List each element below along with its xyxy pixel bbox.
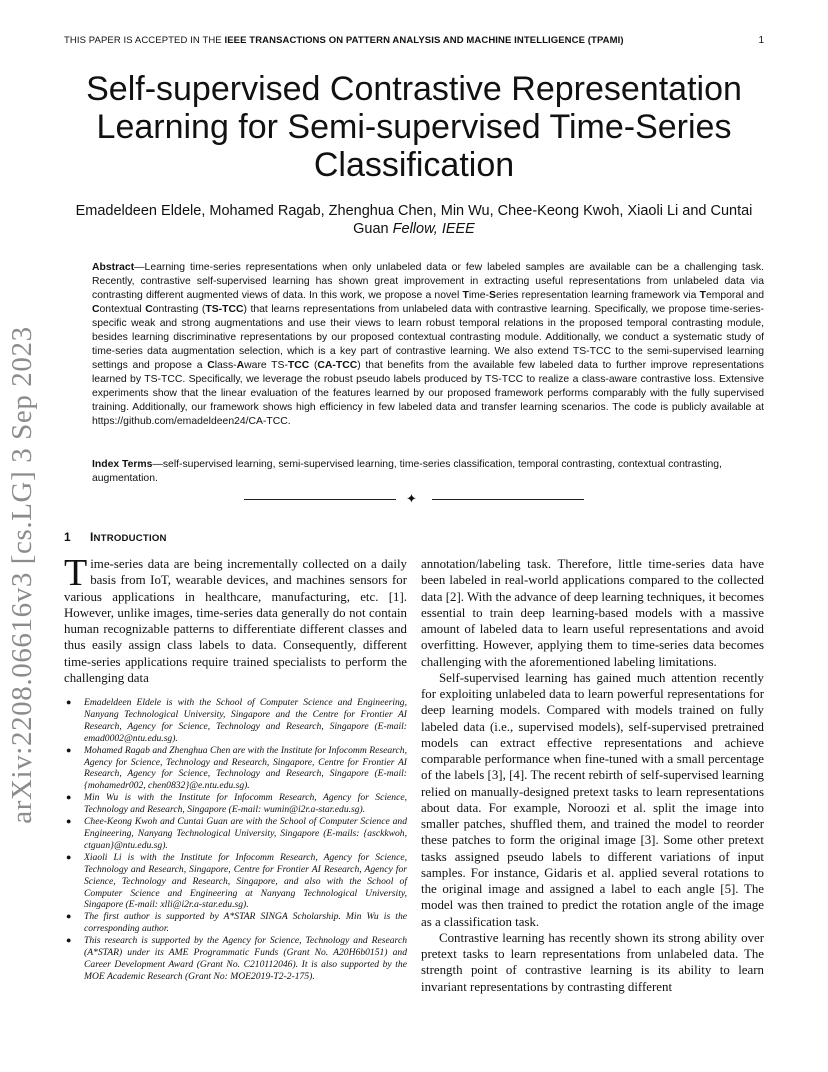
divider-line-right [432, 499, 584, 500]
running-header [64, 35, 764, 46]
running-head-prefix: THIS PAPER IS ACCEPTED IN THE [64, 35, 225, 46]
footnote-item [64, 935, 407, 983]
abstract-emph: TS-TCC [205, 304, 244, 315]
footnote-text: Min Wu is with the Institute for Infocomm Research, Agency for Science, Technology and Research, Singapore (E-mail: wumin@i2r.a-star.edu.sg). [84, 792, 407, 816]
author-list [64, 202, 764, 238]
abstract-emph: T [462, 290, 469, 301]
bullet-icon: ● [66, 792, 72, 803]
body-paragraph: Contrastive learning has recently shown its strong ability over pretext tasks to learn representations from unlabeled data. The strength point of contrastive learning is its ability to learn invariant representations by contrasting different [421, 930, 764, 994]
author-names: Emadeldeen Eldele, Mohamed Ragab, Zhenghua Chen, Min Wu, Chee-Keong Kwoh, Xiaoli Li and Cuntai Guan [75, 203, 753, 237]
paper-title: Self-supervised Contrastive Representation Learning for Semi-supervised Time-Series Classification [86, 70, 742, 184]
body-paragraph: annotation/labeling task. Therefore, little time-series data have been labeled in real-world applications compared to the collected data [2]. With the advance of deep learning techniques, it becomes essential to train deep learning-based models with a massive amount of labeled data to learn useful representations and avoid overfitting. However, applying them to time-series data becomes challenging with the aforementioned labeling limitations. [421, 557, 764, 669]
abstract-text: ware TS- [244, 360, 288, 371]
abstract [92, 261, 764, 429]
bullet-icon: ● [66, 911, 72, 922]
abstract-text: lass- [214, 360, 237, 371]
footnote-item [64, 911, 407, 935]
index-terms-label: Index Terms [92, 459, 153, 470]
index-terms [92, 458, 764, 486]
abstract-emph: TCC [287, 360, 310, 371]
abstract-text: ) that benefits from the available few labeled data to further improve representations learned by TS-TCC. Specifically, we leverage the robust pseudo labels produced by TS-TCC to realize a class-aware contrastive loss. Extensive experiments show that the linear evaluation of the features learned by our proposed framework performs comparably with the fully supervised training. Additionally, our framework shows high efficiency in few labeled data and transfer learning scenarios. The code is publicly available at https://github.com/emadeldeen24/CA-TCC. [92, 360, 764, 427]
abstract-text: ontrasting ( [152, 304, 206, 315]
footnotes [64, 697, 407, 983]
abstract-emph: C [92, 304, 100, 315]
section-title-rest: NTRODUCTION [93, 533, 167, 544]
bullet-icon: ● [66, 697, 72, 707]
abstract-emph: A [236, 360, 245, 371]
abstract-emph: S [489, 290, 496, 301]
abstract-emph: C [145, 304, 153, 315]
divider-line-left [244, 499, 396, 500]
bullet-icon: ● [66, 744, 72, 755]
author-fellow: Fellow, IEEE [392, 221, 475, 237]
abstract-label: Abstract [92, 262, 135, 273]
abstract-emph: T [699, 290, 706, 301]
bullet-icon: ● [66, 851, 72, 862]
abstract-text: ime- [468, 290, 490, 301]
arxiv-stamp[interactable]: arXiv:2208.06616v3 [cs.LG] 3 Sep 2023 [6, 326, 38, 824]
section-title-initial: I [90, 530, 94, 544]
footnote-text: Xiaoli Li is with the Institute for Infocomm Research, Agency for Science, Technology and Research, Singapore, Centre for Frontier AI Research, Agency for Science, Technology and Research, Singapore, and also with the School of Computer Science and Engineering at Nanyang Technological University, Singapore (E-mail: xlli@i2r.a-star.edu.sg). [84, 851, 407, 911]
abstract-text: eries representation learning framework via [495, 290, 700, 301]
section-divider [244, 492, 584, 508]
footnote-item [64, 745, 407, 793]
divider-star-icon: ✦ [406, 491, 417, 506]
abstract-text: ontextual [99, 304, 146, 315]
footnote-text: Mohamed Ragab and Zhenghua Chen are with the Institute for Infocomm Research, Agency for Science, Technology and Research, Singapore, Centre for Frontier AI Research, Agency for Science, Technology and Research, Singapore (E-mail: {mohamedr002, chen0832}@e.ntu.edu.sg). [84, 744, 407, 792]
bullet-icon: ● [66, 935, 72, 946]
footnote-item [64, 697, 407, 745]
footnote-item [64, 792, 407, 816]
footnote-item [64, 852, 407, 912]
drop-cap: T [64, 552, 88, 594]
page-number: 1 [758, 35, 764, 46]
index-terms-text: —self-supervised learning, semi-supervised learning, time-series classification, temporal contrasting, contextual contrasting, augmentation. [92, 459, 722, 484]
section-number: 1 [64, 530, 71, 544]
section-heading [64, 530, 167, 544]
body-column-left [64, 552, 407, 686]
abstract-text: ( [309, 360, 318, 371]
footnote-item [64, 816, 407, 852]
abstract-text: emporal and [705, 290, 764, 301]
body-paragraph: Self-supervised learning has gained much attention recently for exploiting unlabeled data to learn powerful representations for deep learning models. Compared with models trained on fully labeled data (i.e., supervised models), self-supervised pretrained models can extract effective representations and achieve comparable performance when fine-tuned with a small percentage of the labels [3], [4]. The recent rebirth of self-supervised learning relied on manually-designed pretext tasks to learn representations about data. For example, Noroozi et al. split the image into smaller patches, shuffled them, and trained the model to reorder these patches to form the original image [3]. Some other pretext tasks assigned pseudo labels to different variations of input samples. For instance, Gidaris et al. applied several rotations to the original image and assigned a label to each angle [5]. The model was then trained to predict the rotation angle of the image as a classification task. [421, 670, 764, 929]
journal-name: IEEE TRANSACTIONS ON PATTERN ANALYSIS AND MACHINE INTELLIGENCE (TPAMI) [224, 35, 624, 46]
body-column-right [421, 556, 764, 995]
bullet-icon: ● [66, 816, 72, 827]
abstract-text: ) that learns representations from unlabeled data with contrastive learning. Specifically, we propose time-series-specific weak and strong augmentations and use their views to learn robust temporal relations in the proposed temporal contrasting module, besides learning discriminative representations by our proposed contextual contrasting module. Additionally, we conduct a systematic study of time-series data augmentation selection, which is a key part of contrastive learning. We also extend TS-TCC to the semi-supervised learning settings and propose a [92, 304, 765, 371]
footnote-text: The first author is supported by A*STAR SINGA Scholarship. Min Wu is the corresponding author. [84, 911, 407, 935]
footnote-text: This research is supported by the Agency for Science, Technology and Research (A*STAR) under its AME Programmatic Funds (Grant No. A20H6b0151) and Career Development Award (Grant No. C210112046). It is also supported by the MOE Academic Research (Grant No: MOE2019-T2-2-175). [84, 935, 407, 982]
footnote-text: Emadeldeen Eldele is with the School of Computer Science and Engineering, Nanyang Technological University, Singapore and the Centre for Frontier AI Research, Agency for Science, Technology and Research, Singapore (E-mail: emad0002@ntu.edu.sg). [84, 697, 407, 744]
body-paragraph [64, 552, 407, 686]
abstract-emph: C [207, 360, 215, 371]
abstract-emph: CA-TCC [317, 360, 358, 371]
abstract-text: —Learning time-series representations when only unlabeled data or few labeled samples are available can be a challenging task. Recently, contrastive self-supervised learning has shown great improvement in extracting useful representations from unlabeled data via contrasting different augmented views of data. In this work, we propose a novel [92, 262, 764, 301]
body-text: ime-series data are being incrementally collected on a daily basis from IoT, wearable devices, and machines sensors for various applications in healthcare, manufacturing, etc. [1]. However, unlike images, time-series data generally do not contain human recognizable patterns to differentiate different classes and thus easily assign class labels to data. Consequently, different time-series applications require trained specialists to perform the challenging data [64, 557, 407, 685]
footnote-text: Chee-Keong Kwoh and Cuntai Guan are with the School of Computer Science and Engineering, Nanyang Technological University, Singapore (E-mails: {asckkwoh, ctguan}@ntu.edu.sg). [84, 816, 407, 851]
